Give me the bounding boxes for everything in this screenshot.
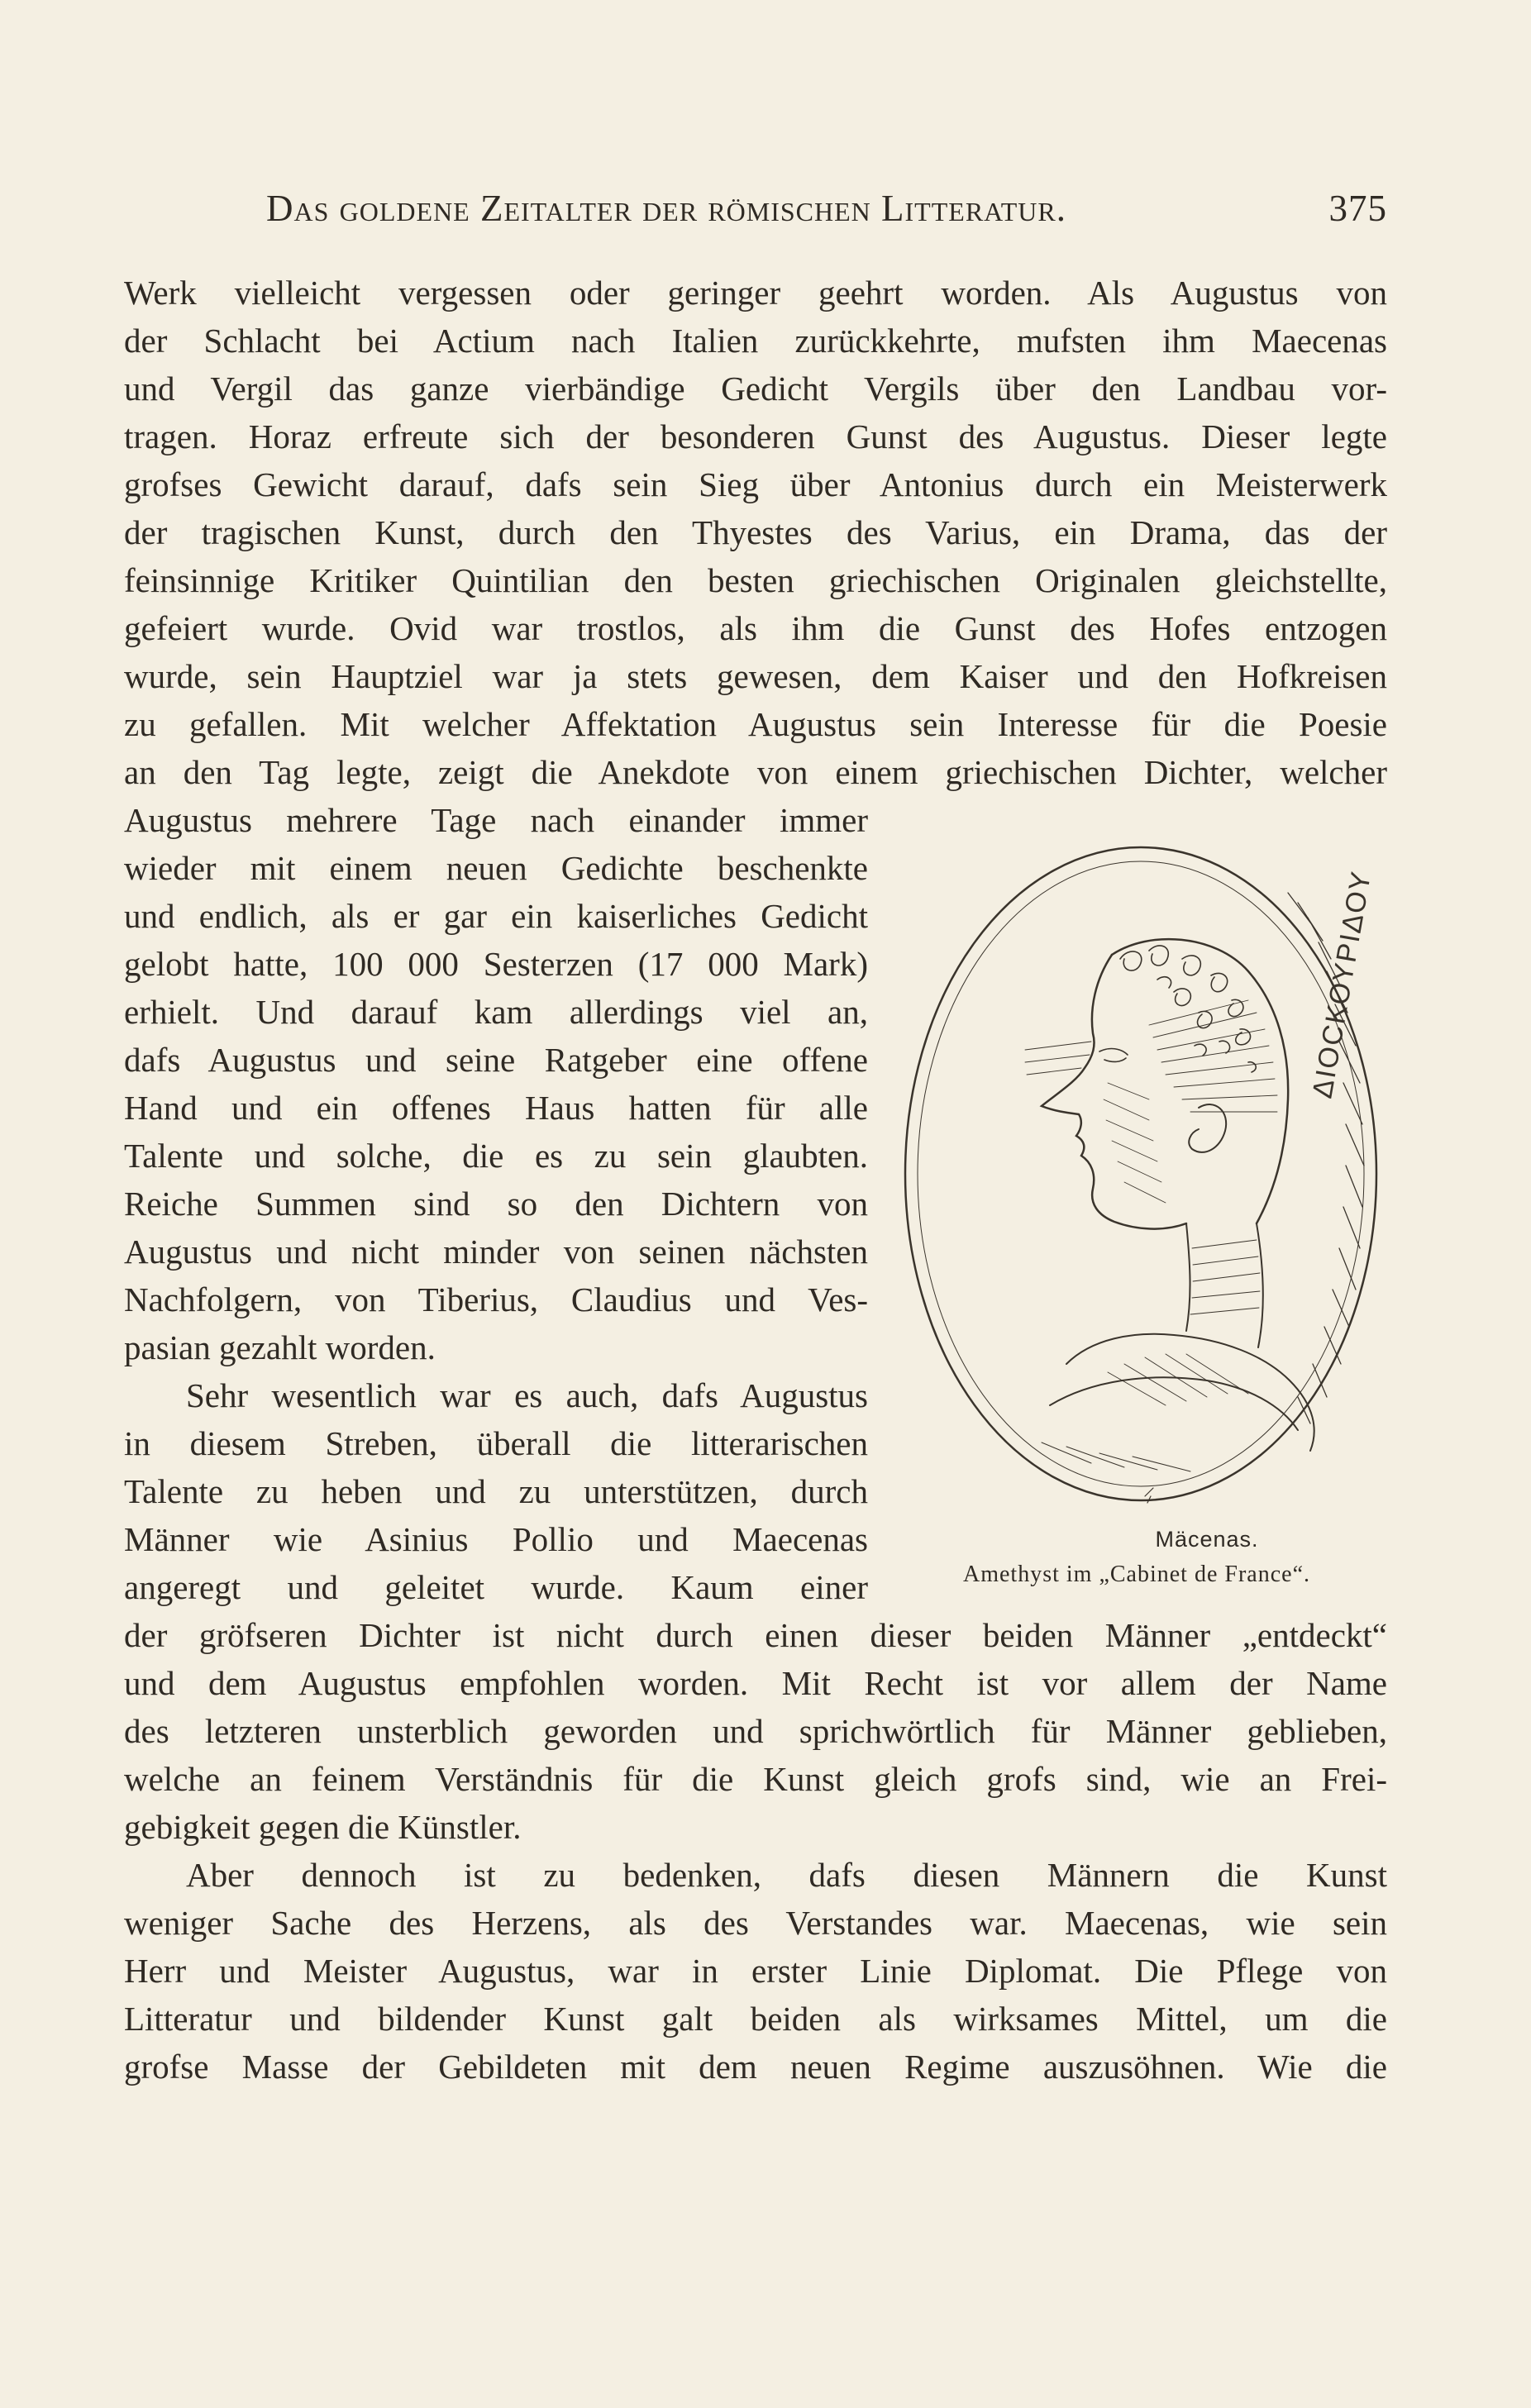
text-line: Aber dennoch ist zu bedenken, dafs diesen Männern die Kunst: [186, 1856, 1387, 1894]
text-line: gelobt hatte, 100 000 Sesterzen (17 000 Mark): [124, 945, 868, 983]
text-line: tragen. Horaz erfreute sich der besonderen Gunst des Augustus. Dieser legte: [124, 417, 1387, 455]
text-line: der gröfseren Dichter ist nicht durch einen dieser beiden Männer „entdeckt“: [124, 1616, 1387, 1654]
text-line: Talente zu heben und zu unterstützen, durch: [124, 1472, 868, 1510]
text-line: und dem Augustus empfohlen worden. Mit Recht ist vor allem der Name: [124, 1664, 1387, 1702]
running-title: Das goldene Zeitalter der römischen Litteratur.: [266, 188, 1066, 229]
text-line: in diesem Streben, überall die litterarischen: [124, 1424, 868, 1462]
maecenas-gem-engraving: [901, 835, 1397, 1513]
text-line: dafs Augustus und seine Ratgeber eine offene: [124, 1041, 868, 1079]
figure-caption-title: Mäcenas.: [1155, 1527, 1259, 1552]
text-line: gefeiert wurde. Ovid war trostlos, als ihm die Gunst des Hofes entzogen: [124, 609, 1387, 647]
text-line: gebigkeit gegen die Künstler.: [124, 1808, 522, 1846]
text-line: der Schlacht bei Actium nach Italien zurückkehrte, mufsten ihm Maecenas: [124, 322, 1387, 360]
gem-inscription: ΔΙΟϹΚΟΥΡΙΔΟΥ: [1306, 868, 1378, 1101]
page-number: 375: [1328, 188, 1387, 229]
text-line: und Vergil das ganze vierbändige Gedicht Vergils über den Landbau vor-: [124, 370, 1387, 408]
text-line: und endlich, als er gar ein kaiserliches Gedicht: [124, 897, 868, 935]
text-line: Reiche Summen sind so den Dichtern von: [124, 1185, 868, 1223]
text-line: Augustus mehrere Tage nach einander immer: [124, 801, 868, 839]
text-line: erhielt. Und darauf kam allerdings viel an,: [124, 993, 868, 1031]
text-line: feinsinnige Kritiker Quintilian den besten griechischen Originalen gleichstellte,: [124, 561, 1387, 599]
figure-caption-source: Amethyst im „Cabinet de France“.: [963, 1562, 1310, 1587]
text-line: wurde, sein Hauptziel war ja stets gewesen, dem Kaiser und den Hofkreisen: [124, 657, 1387, 695]
text-line: Nachfolgern, von Tiberius, Claudius und Ves-: [124, 1280, 868, 1318]
gem-figure: [901, 835, 1397, 1529]
text-line: grofses Gewicht darauf, dafs sein Sieg über Antonius durch ein Meisterwerk: [124, 465, 1387, 503]
text-line: an den Tag legte, zeigt die Anekdote von einem griechischen Dichter, welcher: [124, 753, 1387, 791]
text-line: Herr und Meister Augustus, war in erster Linie Diplomat. Die Pflege von: [124, 1952, 1387, 1990]
text-line: Männer wie Asinius Pollio und Maecenas: [124, 1520, 868, 1558]
text-line: Werk vielleicht vergessen oder geringer geehrt worden. Als Augustus von: [124, 274, 1387, 312]
text-line: angeregt und geleitet wurde. Kaum einer: [124, 1568, 868, 1606]
text-line: Hand und ein offenes Haus hatten für alle: [124, 1089, 868, 1127]
text-line: welche an feinem Verständnis für die Kunst gleich grofs sind, wie an Frei-: [124, 1760, 1387, 1798]
text-line: des letzteren unsterblich geworden und sprichwörtlich für Männer geblieben,: [124, 1712, 1387, 1750]
text-line: Augustus und nicht minder von seinen nächsten: [124, 1233, 868, 1271]
text-line: der tragischen Kunst, durch den Thyestes des Varius, ein Drama, das der: [124, 513, 1387, 551]
text-line: grofse Masse der Gebildeten mit dem neuen Regime auszusöhnen. Wie die: [124, 2048, 1387, 2086]
text-line: pasian gezahlt worden.: [124, 1328, 436, 1366]
text-line: zu gefallen. Mit welcher Affektation Augustus sein Interesse für die Poesie: [124, 705, 1387, 743]
text-line: weniger Sache des Herzens, als des Verstandes war. Maecenas, wie sein: [124, 1904, 1387, 1942]
running-header: [266, 187, 1387, 236]
text-line: Sehr wesentlich war es auch, dafs Augustus: [186, 1376, 868, 1414]
text-line: Litteratur und bildender Kunst galt beiden als wirksames Mittel, um die: [124, 2000, 1387, 2038]
text-line: Talente und solche, die es zu sein glaubten.: [124, 1137, 868, 1175]
text-line: wieder mit einem neuen Gedichte beschenkte: [124, 849, 868, 887]
